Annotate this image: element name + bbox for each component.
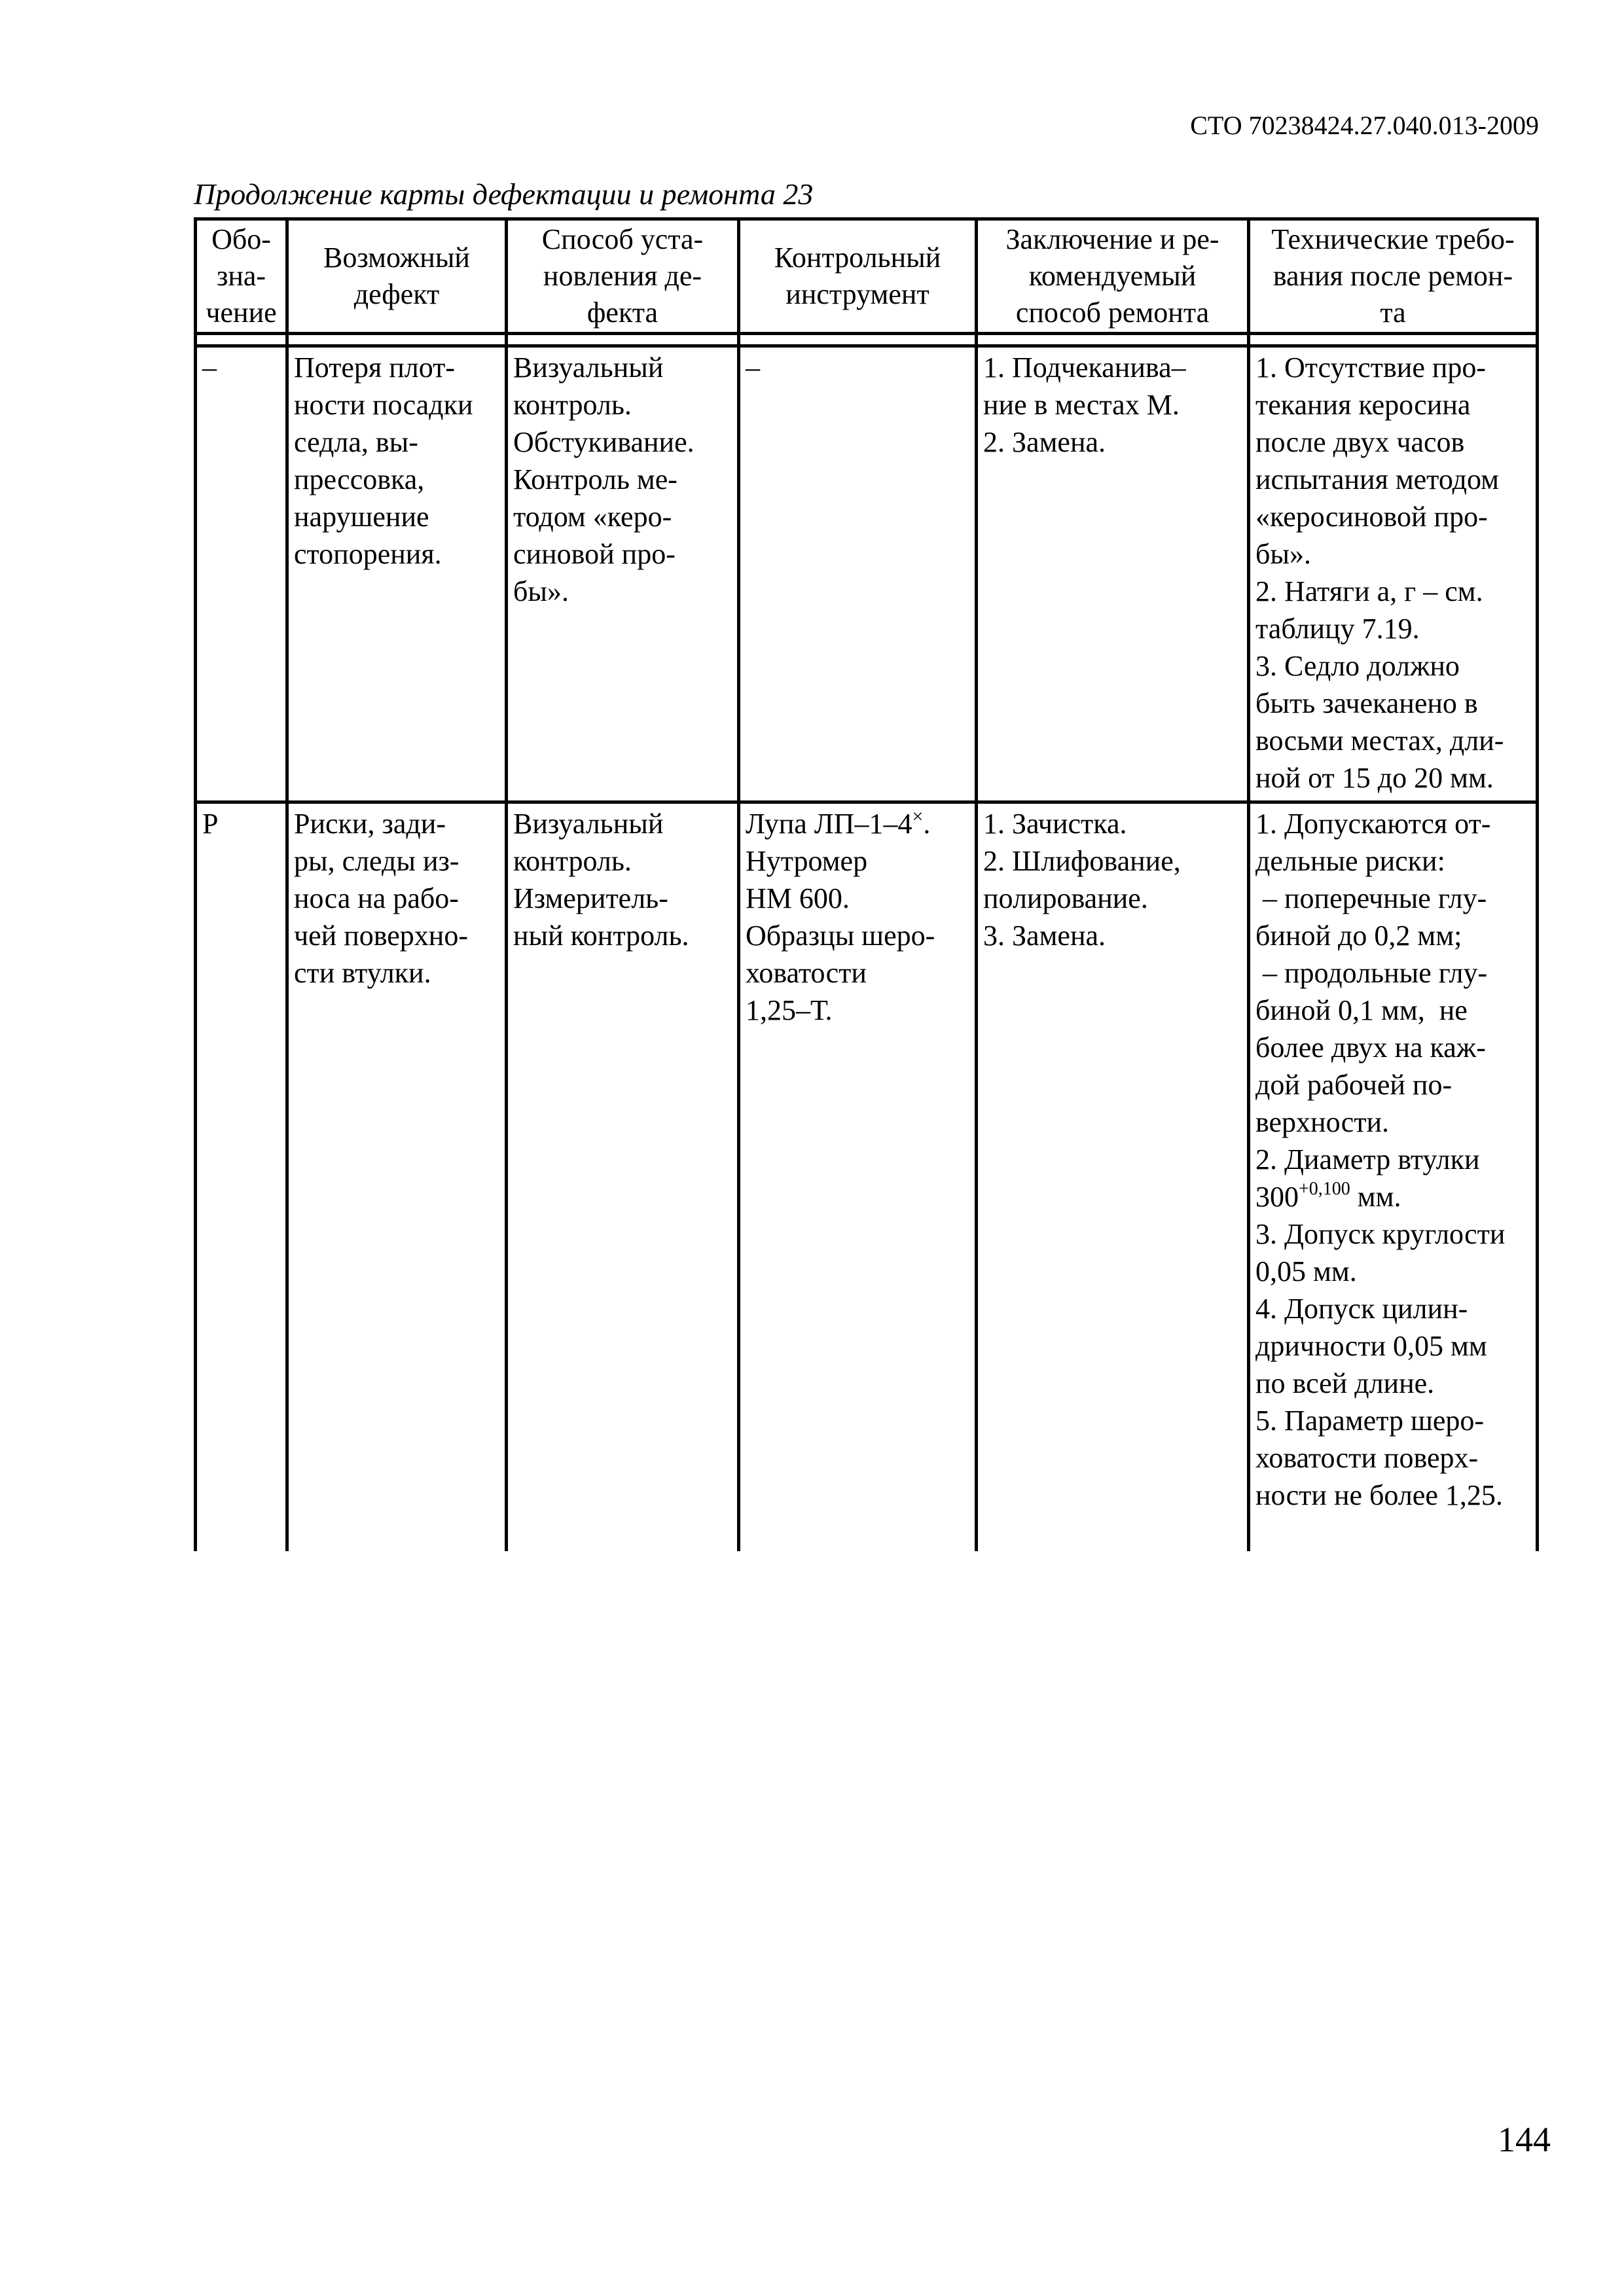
cell-conclusion: 1. Подчеканива– ние в местах М. 2. Замена. (977, 346, 1249, 802)
header-technical-requirements: Технические требо- вания после ремон- та (1249, 219, 1538, 334)
cell-requirements: 1. Отсутствие про- текания керосина после двух часов испытания методом «керосиновой про- бы». 2. Натяги а, г – см. таблицу 7.19. 3. Седло должно быть зачеканено в восьми местах, дли- ной от 15 до 20 мм. (1249, 346, 1538, 802)
table-row (196, 802, 1538, 1552)
header-possible-defect: Возможный дефект (287, 219, 507, 334)
document-code: СТО 70238424.27.040.013-2009 (1190, 111, 1539, 140)
cell-requirements: 1. Допускаются от- дельные риски: – поперечные глу- биной до 0,2 мм; – продольные глу- биной 0,1 мм, не более двух на каж- дой рабочей по- верхности. 2. Диаметр втулки $300^{+0,100}$ мм. 3. Допуск круглости 0,05 мм. 4. Допуск цилин- дричности 0,05 мм по всей длине. 5. Параметр шеро- ховатости поверх- ности не более 1,25. (1249, 802, 1538, 1552)
header-control-instrument: Контрольный инструмент (739, 219, 977, 334)
cell-conclusion: 1. Зачистка. 2. Шлифование, полирование. 3. Замена. (977, 802, 1249, 1552)
page-number: 144 (1498, 2120, 1551, 2159)
cell-defect: Риски, зади- ры, следы из- носа на рабо- чей поверхно- сти втулки. (287, 802, 507, 1552)
header-detection-method: Способ уста- новления де- фекта (507, 219, 739, 334)
header-spacer-row (196, 334, 1538, 346)
defect-repair-table (194, 217, 1539, 1551)
header-conclusion: Заключение и ре- комендуемый способ ремонта (977, 219, 1249, 334)
cell-defect: Потеря плот- ности посадки седла, вы- прессовка, нарушение стопорения. (287, 346, 507, 802)
cell-designation: – (196, 346, 287, 802)
cell-instrument: Лупа ЛП–1–4×. Нутромер НМ 600. Образцы шеро- ховатости 1,25–Т. (739, 802, 977, 1552)
loupe-line: Лупа ЛП–1–4×. (746, 806, 931, 840)
cell-designation: Р (196, 802, 287, 1552)
header-designation: Обо- зна- чение (196, 219, 287, 334)
diameter-value: $300^{+0,100}$ мм. (1255, 1179, 1401, 1213)
table-header-row (196, 219, 1538, 334)
table-caption: Продолжение карты дефектации и ремонта 23 (194, 177, 814, 211)
table-row (196, 346, 1538, 802)
cell-method: Визуальный контроль. Измеритель- ный контроль. (507, 802, 739, 1552)
cell-instrument: – (739, 346, 977, 802)
cell-method: Визуальный контроль. Обстукивание. Контроль ме- тодом «керо- синовой про- бы». (507, 346, 739, 802)
